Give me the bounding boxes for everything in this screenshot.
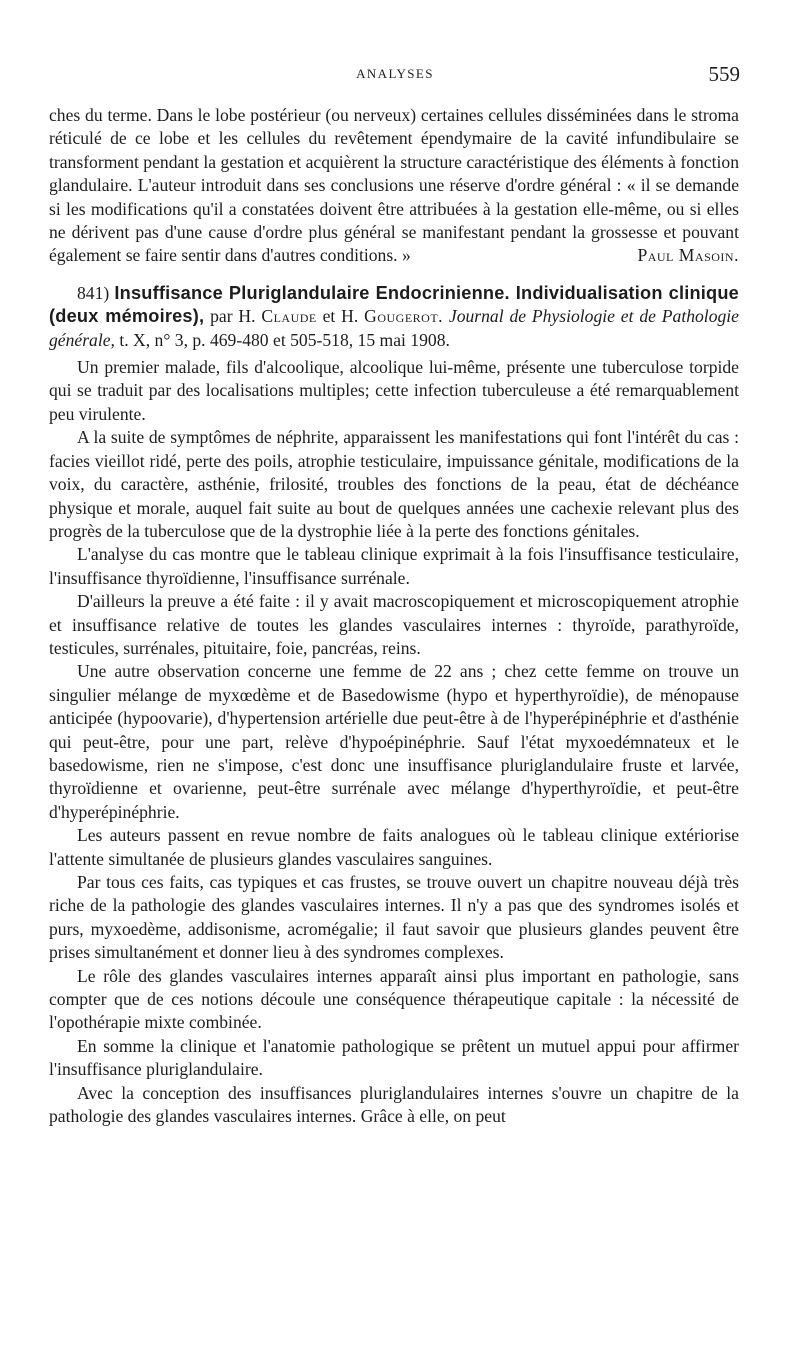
paragraph: L'analyse du cas montre que le tableau clinique exprimait à la fois l'insuffisance testiculaire, l'insuffisance thyroïdienne, l'insuffisance surrénale. — [49, 544, 739, 588]
paragraph: Les auteurs passent en revue nombre de faits analogues où le tableau clinique extériorise l'attente simultanée de plusieurs glandes vasculaires sanguines. — [49, 825, 739, 869]
previous-article-text: ches du terme. Dans le lobe postérieur (ou nerveux) certaines cellules disséminées dans le stroma réticulé de ce lobe et les cellules du revêtement épendymaire de la cavité infundibulaire se transforment pendant la gestation et acquièrent la structure caractéristique des éléments à fonction glandulaire. L'auteur introduit dans ses conclusions une réserve d'ordre général : « il se demande si les modifications qu'il a constatées doivent être attribuées à la gestation elle-même, ou si elles ne dérivent pas d'une cause d'ordre plus général se manifestant pendant la grossesse et pouvant également se faire sentir dans d'autres conditions. » — [49, 105, 739, 266]
paragraph: Avec la conception des insuffisances pluriglandulaires internes s'ouvre un chapitre de la pathologie des glandes vasculaires internes. Grâce à elle, on peut — [49, 1082, 739, 1127]
article-heading — [49, 282, 739, 352]
author1-initial: H. — [238, 306, 256, 327]
body-text — [49, 104, 739, 1128]
previous-article-tail — [49, 104, 739, 268]
citation: t. X, n° 3, p. 469-480 et 505-518, 15 mai 1908. — [119, 329, 450, 350]
paragraph: Une autre observation concerne une femme de 22 ans ; chez cette femme on trouve un singulier mélange de myxœdème et de Basedowisme (hypo et hyperthyroïdie), de ménopause anticipée (hypoovarie), d'hypertension artérielle due peut-être à de l'hyperépinéphrie et d'asthénie qui peut-être, pour une part, relève d'hypoépinéphrie. Sauf l'état myxoedémnateux et le basedowisme, rien ne s'impose, c'est donc une insuffisance pluriglandulaire fruste et larvée, thyroïdienne et ovarienne, peut-être surrénale avec mélange d'hyperthyroïdie, et peut-être d'hyperépinéphrie. — [49, 661, 739, 822]
paragraph: A la suite de symptômes de néphrite, apparaissent les manifestations qui font l'intérêt du cas : facies vieillot ridé, perte des poils, atrophie testiculaire, impuissance génitale, modifications de la voix, du caractère, asthénie, frilosité, troubles des fonctions de la peau, état de déchéance physique et morale, auquel fait suite au bout de quelques années une cachexie relevant plus des progrès de la tuberculose que de la dystrophie liée à la perte des fonctions génitales. — [49, 427, 739, 541]
paragraph: Le rôle des glandes vasculaires internes apparaît ainsi plus important en pathologie, sans compter que de ces notions découle une conséquence thérapeutique capitale : la nécessité de l'opothérapie mixte combinée. — [49, 965, 739, 1033]
paragraph: En somme la clinique et l'anatomie pathologique se prêtent un mutuel appui pour affirmer l'insuffisance pluriglandulaire. — [49, 1035, 739, 1080]
paragraph: D'ailleurs la preuve a été faite : il y avait macroscopiquement et microscopiquement atrophie et insuffisance relative de toutes les glandes vasculaires internes : thyroïde, parathyroïde, testicules, surrénales, pituitaire, foie, pancréas, reins. — [49, 591, 739, 658]
article-title: Insuffisance Pluriglandulaire Endocrinienne. Individualisation clinique (deux mémoires), — [49, 282, 739, 327]
paragraph: Par tous ces faits, cas typiques et cas frustes, se trouve ouvert un chapitre nouveau déjà très riche de la pathologie des glandes vasculaires internes. Il n'y a pas que des syndromes isolés et purs, myxoedème, addisonisme, acromégalie; il faut savoir que plusieurs glandes peuvent être prises simultanément et donner lieu à des syndromes complexes. — [49, 872, 739, 963]
signature: Paul Masoin. — [637, 245, 739, 266]
article-and: et — [322, 306, 336, 327]
author2-initial: H. — [341, 306, 359, 327]
paragraph: Un premier malade, fils d'alcoolique, alcoolique lui-même, présente une tuberculose torpide qui se traduit par des localisations multiples; cette infection tuberculeuse a été remarquablement peu virulente. — [49, 357, 739, 424]
article-number: 841) — [77, 282, 110, 303]
author1-name: Claude — [261, 306, 317, 327]
article-by: par — [210, 306, 233, 327]
running-head — [50, 62, 740, 86]
journal-name: Journal de Physiologie et de Pathologie générale, — [49, 306, 739, 350]
page-number: 559 — [708, 62, 740, 86]
running-title: ANALYSES — [356, 66, 434, 81]
author2-name: Gougerot. — [364, 306, 444, 327]
